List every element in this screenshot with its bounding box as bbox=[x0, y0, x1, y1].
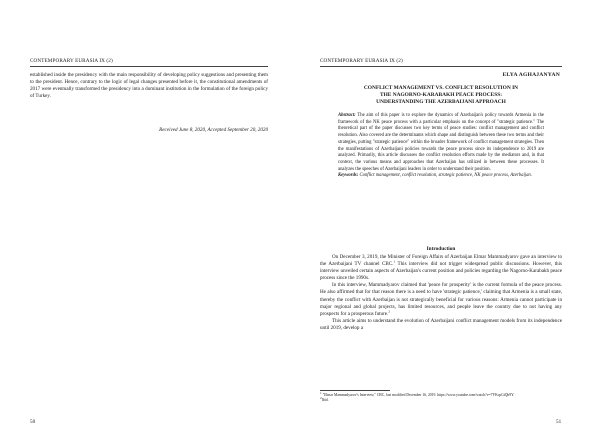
footnote-number: 2 bbox=[320, 396, 322, 401]
paragraph-text: This article aims to understand the evolution of Azerbaijani conflict management models from its independence until 2019, develop a bbox=[320, 317, 562, 331]
footnotes bbox=[320, 393, 562, 403]
left-page bbox=[0, 0, 300, 424]
article-title bbox=[320, 85, 562, 106]
body-text bbox=[30, 72, 268, 100]
paragraph bbox=[320, 254, 562, 282]
right-page bbox=[300, 0, 600, 424]
footnote-ref[interactable]: 1 bbox=[393, 259, 396, 264]
author-name: ELYA AGHAJANYAN bbox=[502, 72, 560, 78]
abstract-label: Abstract: bbox=[338, 113, 356, 118]
body-text bbox=[320, 254, 562, 332]
title-line: CONFLICT MANAGEMENT VS. CONFLICT RESOLUTION IN bbox=[363, 85, 519, 91]
paragraph bbox=[320, 318, 562, 332]
page-number: 50 bbox=[30, 419, 36, 425]
footnote-text: Ibid. bbox=[321, 398, 329, 403]
page-number: 51 bbox=[556, 419, 562, 425]
header-rule bbox=[30, 66, 268, 67]
keywords-text: Conflict management, conflict resolution, strategic patience, NK peace process, Azerbaijan. bbox=[358, 173, 532, 179]
footnote bbox=[320, 398, 562, 403]
title-line: THE NAGORNO-KARABAKH PEACE PROCESS: bbox=[379, 92, 503, 98]
abstract bbox=[338, 113, 544, 180]
paragraph-text: On December 3, 2019, the Minister of Foreign Affairs of Azerbaijan Elmar Mammadyarov gave an interview to the Azerbaijani TV channel CBC. bbox=[320, 254, 562, 268]
header-rule bbox=[320, 66, 562, 67]
paragraph-text: In this interview, Mammadyarov claimed that 'peace for prosperity' is the current formula of the peace process. He also affirmed that for that reason there is a need to have 'strategic patience,' claiming that Armenia is a small state, thereby the conflict with Azerbaijan is not strategically beneficial for various reasons: Armenia cannot participate in major regional and global projects, has limited resources, and people leave the country due to not having any prospects for a prosperous future. bbox=[320, 282, 562, 317]
running-head: CONTEMPORARY EURASIA IX (2) bbox=[320, 58, 403, 64]
footnote-text: "Elmar Mammadyarov's Interview," CBC, last modified December 16, 2019. https://www.youtube.com/watch?v=7YKqsGtQh9Y. bbox=[321, 393, 515, 398]
received-accepted-dates: Received June 8, 2020, Accepted September 20, 2020 bbox=[159, 127, 268, 133]
title-line: UNDERSTANDING THE AZERBAIJANI APPROACH bbox=[376, 99, 506, 105]
section-heading: Introduction bbox=[426, 246, 456, 252]
keywords-label: Keywords: bbox=[338, 173, 359, 179]
footnote-ref[interactable]: 2 bbox=[388, 309, 391, 314]
paragraph: established inside the presidency with the main responsibility of developing policy suggestions and presenting them to the president. Hence, contrary to the logic of legal changes presented before it, the constitutional amendments of 2017 were eventually transformed the presidency into a dominant institution in the formulation of the foreign policy of Turkey. bbox=[30, 72, 268, 99]
abstract-text: The aim of this paper is to explore the dynamics of Azerbaijan's policy towards Armenia in the framework of the NK peace process with a particular emphasis on the concept of "strategic patience." The theoretical part of the paper discusses two key terms of peace studies: conflict management and conflict resolution. Also covered are the determinants which shape and distinguish between these two terms and their strategies, putting "strategic patience" within the broader framework of conflict management strategies. Then the manifestations of Azerbaijani policies towards the peace process since its independence to 2019 are analyzed. Primarily, this article discusses the conflict resolution efforts made by the mediators and, in that context, the various means and approaches that Azerbaijan has utilized in between these processes. It analyzes the speeches of Azerbaijani leaders in order to understand their position. bbox=[338, 113, 544, 172]
paragraph-text: This interview did not trigger widespread public discussions. However, this interview unveiled certain aspects of Azerbaijan's current position and policies regarding the Nagorno-Karabakh peace process since the 1990s. bbox=[320, 261, 562, 282]
footnote-rule bbox=[320, 390, 390, 391]
running-head: CONTEMPORARY EURASIA IX (2) bbox=[30, 58, 113, 64]
paragraph bbox=[320, 282, 562, 317]
footnote-number: 1 bbox=[320, 391, 322, 395]
